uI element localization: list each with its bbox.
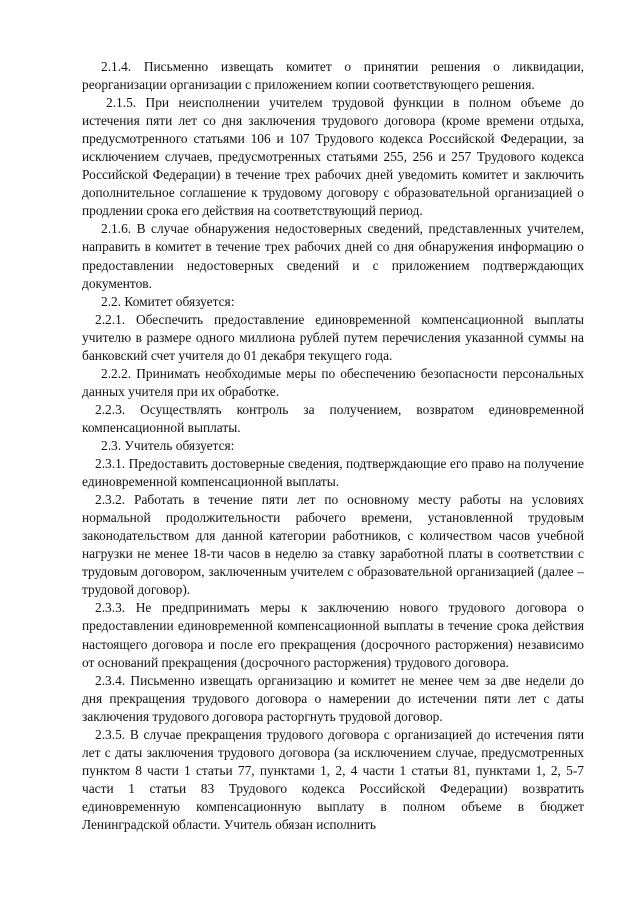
paragraph-2-2-1: 2.2.1. Обеспечить предоставление единовременной компенсационной выплаты учителю в размере одного миллиона рублей путем перечисления указанной суммы на банковский счет учителя до 01 декабря текущего года.: [82, 311, 584, 363]
document-page: [82, 58, 584, 834]
paragraph-2-3-2: 2.3.2. Работать в течение пяти лет по основному месту работы на условиях нормальной продолжительности рабочего времени, установленной трудовым законодательством для данной категории работников, с количеством часов учебной нагрузки не менее 18-ти часов в неделю за ставку заработной платы в соответствии с трудовым договором, заключенным учителем с образовательной организацией (далее – трудовой договор).: [82, 492, 584, 598]
paragraph-2-1-6: 2.1.6. В случае обнаружения недостоверных сведений, представленных учителем, направить в комитет в течение трех рабочих дней со дня обнаружения информацию о предоставлении недостоверных сведений и с приложением подтверждающих документов.: [82, 221, 584, 291]
paragraph-2-1-5: 2.1.5. При неисполнении учителем трудовой функции в полном объеме до истечения пяти лет со дня заключения трудового договора (кроме времени отдыха, предусмотренного статьями 106 и 107 Трудового кодекса Российской Федерации, за исключением случаев, предусмотренных статьями 255, 256 и 257 Трудового кодекса Российской Федерации) в течение трех рабочих дней уведомить комитет и заключить дополнительное соглашение к трудовому договору с образовательной организацией о продлении срока его действия на соответствующий период.: [82, 95, 584, 219]
paragraph-2-2-3: 2.2.3. Осуществлять контроль за получением, возвратом единовременной компенсационной выплаты.: [82, 401, 584, 435]
paragraph-2-3-1: 2.3.1. Предоставить достоверные сведения, подтверждающие его право на получение единовременной компенсационной выплаты.: [82, 456, 584, 490]
paragraph-2-2: 2.2. Комитет обязуется:: [101, 293, 235, 309]
paragraph-2-3-4: 2.3.4. Письменно извещать организацию и комитет не менее чем за две недели до дня прекращения трудового договора о намерении до истечении пяти лет с даты заключения трудового договора расторгнуть трудовой договор.: [82, 672, 584, 724]
paragraph-2-1-4: 2.1.4. Письменно извещать комитет о принятии решения о ликвидации, реорганизации организации с приложением копии соответствующего решения.: [82, 59, 584, 93]
paragraph-2-3: 2.3. Учитель обязуется:: [101, 437, 235, 453]
paragraph-2-3-3: 2.3.3. Не предпринимать меры к заключению нового трудового договора о предоставлении единовременной компенсационной выплаты в течение срока действия настоящего договора и после его прекращения (досрочного расторжения) независимо от оснований прекращения (досрочного расторжения) трудового договора.: [82, 600, 584, 670]
paragraph-2-2-2: 2.2.2. Принимать необходимые меры по обеспечению безопасности персональных данных учителя при их обработке.: [82, 365, 584, 399]
paragraph-2-3-5: 2.3.5. В случае прекращения трудового договора с организацией до истечения пяти лет с даты заключения трудового договора (за исключением случае, предусмотренных пунктом 8 части 1 статьи 77, пунктами 1, 2, 4 части 1 статьи 81, пунктами 1, 2, 5-7 части 1 статьи 83 Трудового кодекса Российской Федерации) возвратить единовременную компенсационную выплату в полном объеме в бюджет Ленинградской области. Учитель обязан исполнить: [82, 726, 584, 832]
